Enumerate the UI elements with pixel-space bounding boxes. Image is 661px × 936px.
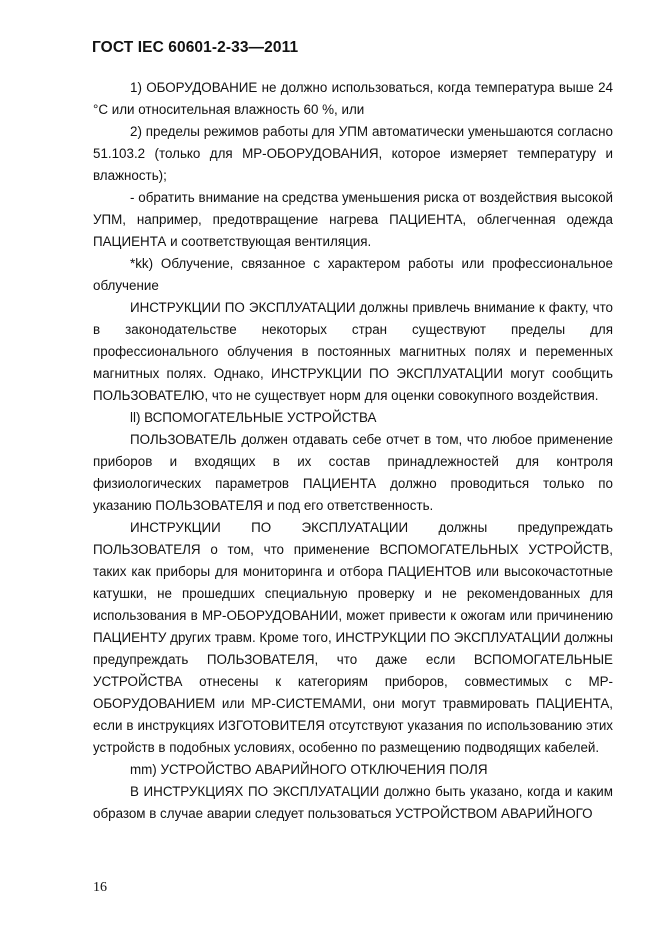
heading-kk-occupational-exposure: *kk) Облучение, связанное с характером работы или профессиональное облучение bbox=[93, 256, 613, 293]
page-number: 16 bbox=[93, 880, 107, 895]
heading-ll-accessories: ll) ВСПОМОГАТЕЛЬНЫЕ УСТРОЙСТВА bbox=[130, 410, 377, 425]
paragraph-equipment-condition-2: 2) пределы режимов работы для УПМ автоматически уменьшаются согласно 51.103.2 (только для МР-ОБОРУДОВАНИЯ, которое измеряет температуру и влажность); bbox=[93, 124, 613, 183]
paragraph-equipment-condition-1: 1) ОБОРУДОВАНИЕ не должно использоваться, когда температура выше 24 °C или относительная влажность 60 %, или bbox=[93, 80, 613, 117]
paragraph-user-responsibility: ПОЛЬЗОВАТЕЛЬ должен отдавать себе отчет в том, что любое применение приборов и входящих в их состав принадлежностей для контроля физиологических параметров ПАЦИЕНТА должно проводиться только по указанию ПОЛЬЗОВАТЕЛЯ и под его ответственность. bbox=[93, 432, 613, 513]
document-body bbox=[93, 77, 613, 825]
heading-mm-emergency-shutdown: mm) УСТРОЙСТВО АВАРИЙНОГО ОТКЛЮЧЕНИЯ ПОЛЯ bbox=[130, 762, 488, 777]
paragraph-emergency-instructions: В ИНСТРУКЦИЯХ ПО ЭКСПЛУАТАЦИИ должно быть указано, когда и каким образом в случае аварии следует пользоваться УСТРОЙСТВОМ АВАРИЙНОГО bbox=[93, 784, 613, 821]
paragraph-risk-reduction: - обратить внимание на средства уменьшения риска от воздействия высокой УПМ, например, предотвращение нагрева ПАЦИЕНТА, облегченная одежда ПАЦИЕНТА и соответствующая вентиляция. bbox=[93, 190, 613, 249]
paragraph-occupational-limits: ИНСТРУКЦИИ ПО ЭКСПЛУАТАЦИИ должны привлечь внимание к факту, что в законодательстве некоторых стран существуют пределы для профессионального облучения в постоянных магнитных полях и переменных магнитных полях. Однако, ИНСТРУКЦИИ ПО ЭКСПЛУАТАЦИИ могут сообщить ПОЛЬЗОВАТЕЛЮ, что не существует норм для оценки совокупного воздействия. bbox=[93, 300, 613, 403]
document-header: ГОСТ IEC 60601-2-33—2011 bbox=[92, 39, 299, 56]
paragraph-accessory-warning: ИНСТРУКЦИИ ПО ЭКСПЛУАТАЦИИ должны предупреждать ПОЛЬЗОВАТЕЛЯ о том, что применение ВСПОМОГАТЕЛЬНЫХ УСТРОЙСТВ, таких как приборы для мониторинга и отбора ПАЦИЕНТОВ или высокочастотные катушки, не прошедших специальную проверку и не рекомендованных для использования в МР-ОБОРУДОВАНИИ, может привести к ожогам или причинению ПАЦИЕНТУ других травм. Кроме того, ИНСТРУКЦИИ ПО ЭКСПЛУАТАЦИИ должны предупреждать ПОЛЬЗОВАТЕЛЯ, что даже если ВСПОМОГАТЕЛЬНЫЕ УСТРОЙСТВА отнесены к категориям приборов, совместимых с МР-ОБОРУДОВАНИЕМ или МР-СИСТЕМАМИ, они могут травмировать ПАЦИЕНТА, если в инструкциях ИЗГОТОВИТЕЛЯ отсутствуют указания по использованию этих устройств в подобных условиях, особенно по размещению подводящих кабелей. bbox=[93, 520, 613, 755]
